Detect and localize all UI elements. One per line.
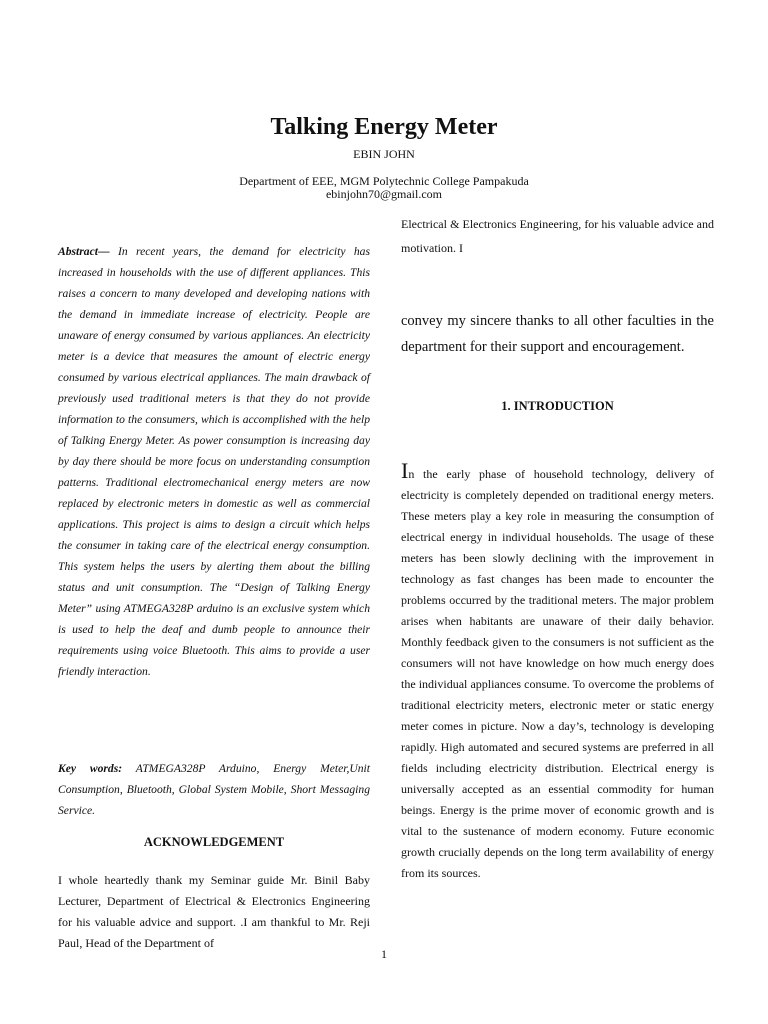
author-email: ebinjohn70@gmail.com: [325, 187, 443, 201]
author-name: EBIN JOHN: [353, 147, 415, 161]
keywords-text: ATMEGA328P Arduino, Energy Meter,Unit Consumption, Bluetooth, Global System Mobile, Short Messaging Service.: [58, 762, 370, 817]
introduction-text: n the early phase of household technology, delivery of electricity is completely depended on traditional energy meters. These meters play a key role in measuring the consumption of electrical energy in individual households. The usage of these meters has been slowly declining with the improvement in technology as fast changes has been made to encounter the problems occurred by the traditional meters. The major problem arises when habitants are unaware of their daily behavior. Monthly feedback given to the consumers is not sufficient as the consumers will not have knowledge on how much energy does the individual appliances consume. To overcome the problems of traditional electricity meters, electronic meter or static energy meter comes in picture. Now a day’s, technology is developing rapidly. High automated and secured systems are preferred in all fields including electricity distribution. Electrical energy is universally accepted as an essential commodity for human beings. Energy is the prime mover of economic growth and is vital to the sustenance of modern economy. Future economic growth crucially depends on the long term availability of energy from its sources.: [401, 467, 714, 880]
keywords-paragraph: [58, 758, 370, 821]
acknowledgement-continued: Electrical & Electronics Engineering, for his valuable advice and motivation. I: [401, 217, 714, 255]
acknowledgement-heading: ACKNOWLEDGEMENT: [143, 835, 285, 849]
acknowledgement-continued-2: convey my sincere thanks to all other faculties in the department for their support and encouragement.: [401, 313, 714, 355]
paper-title: Talking Energy Meter: [270, 114, 498, 140]
introduction-heading: 1. INTRODUCTION: [501, 399, 614, 413]
abstract-text: In recent years, the demand for electricity has increased in households with the use of different appliances. This raises a concern to many developed and developing nations with the demand in immediate increase of electricity. People are unaware of energy consumed by various appliances. An electricity meter is a device that measures the amount of electric energy consumed by various electrical appliances. The main drawback of previously used traditional meters is that they do not provide information to the consumers, which is accomplished with the help of Talking Energy Meter. As power consumption is increasing day by day there should be more focus on understanding consumption patterns. Traditional electromechanical energy meters are now replaced by electronic meters in domestic as well as commercial applications. This project is aims to design a circuit which helps the consumer in taking care of the electrical energy consumption. This system helps the users by alerting them about the billing status and unit consumption. The “Design of Talking Energy Meter” using ATMEGA328P arduino is an exclusive system which is used to help the deaf and dumb people to announce their requirements using voice Bluetooth. This aims to provide a user friendly interaction.: [58, 245, 370, 678]
keywords-label: Key words:: [58, 762, 123, 775]
abstract-label: Abstract—: [58, 245, 110, 258]
page-number: 1: [381, 947, 387, 961]
introduction-body: [401, 458, 714, 884]
acknowledgement-body: I whole heartedly thank my Seminar guide Mr. Binil Baby Lecturer, Department of Electrical & Electronics Engineering for his valuable advice and support. .I am thankful to Mr. Reji Paul, Head of the Department of: [58, 873, 370, 950]
author-affiliation: Department of EEE, MGM Polytechnic College Pampakuda: [239, 174, 529, 188]
introduction-dropcap: I: [401, 458, 409, 483]
abstract-paragraph: [58, 241, 370, 682]
